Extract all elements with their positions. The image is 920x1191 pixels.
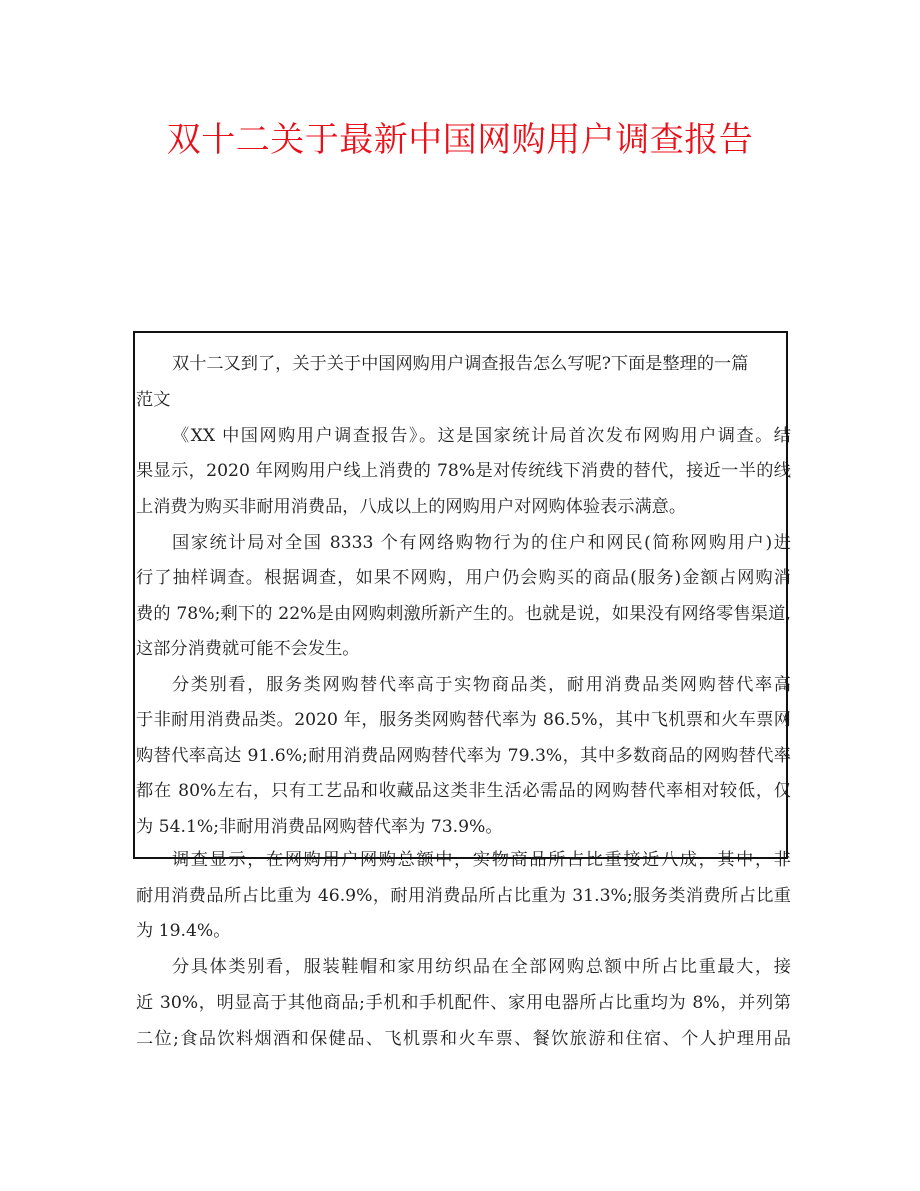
body-line: 《XX 中国网购用户调查报告》。这是国家统计局首次发布网购用户调查。结: [172, 426, 791, 446]
body-line: 调查显示，在网购用户网购总额中，实物商品所占比重接近八成，其中，非: [172, 850, 791, 870]
body-line: 上消费为购买非耐用消费品，八成以上的网购用户对网购体验表示满意。: [136, 497, 687, 517]
body-line: 于非耐用消费品类。2020 年，服务类网购替代率为 86.5%，其中飞机票和火车票网: [136, 710, 791, 730]
body-line: 都在 80%左右，只有工艺品和收藏品这类非生活必需品的网购替代率相对较低，仅: [136, 781, 791, 801]
body-line: 范文: [136, 390, 171, 410]
body-line: 购替代率高达 91.6%;耐用消费品网购替代率为 79.3%，其中多数商品的网购替代率: [136, 746, 791, 766]
body-line: 费的 78%;剩下的 22%是由网购刺激所新产生的。也就是说，如果没有网络零售渠道,: [136, 604, 791, 624]
body-line: 国家统计局对全国 8333 个有网络购物行为的住户和网民(简称网购用户)进: [172, 533, 791, 553]
body-line: 双十二又到了，关于关于中国网购用户调查报告怎么写呢?下面是整理的一篇: [172, 354, 749, 374]
body-line: 耐用消费品所占比重为 46.9%，耐用消费品所占比重为 31.3%;服务类消费所占比重: [136, 886, 791, 906]
body-line: 果显示，2020 年网购用户线上消费的 78%是对传统线下消费的替代，接近一半的线: [136, 461, 791, 481]
body-line: 二位;食品饮料烟酒和保健品、飞机票和火车票、餐饮旅游和住宿、个人护理用品: [136, 1029, 791, 1049]
body-line: 分具体类别看，服装鞋帽和家用纺织品在全部网购总额中所占比重最大，接: [172, 957, 791, 977]
body-line: 为 19.4%。: [136, 921, 231, 941]
body-line: 分类别看，服务类网购替代率高于实物商品类，耐用消费品类网购替代率高: [172, 675, 791, 695]
document-title: 双十二关于最新中国网购用户调查报告: [166, 120, 754, 160]
body-line: 这部分消费就可能不会发生。: [136, 639, 360, 659]
body-line: 行了抽样调查。根据调查，如果不网购，用户仍会购买的商品(服务)金额占网购消: [136, 568, 791, 588]
body-line: 为 54.1%;非耐用消费品网购替代率为 73.9%。: [136, 817, 503, 837]
body-line: 近 30%，明显高于其他商品;手机和手机配件、家用电器所占比重均为 8%，并列第: [136, 993, 791, 1013]
